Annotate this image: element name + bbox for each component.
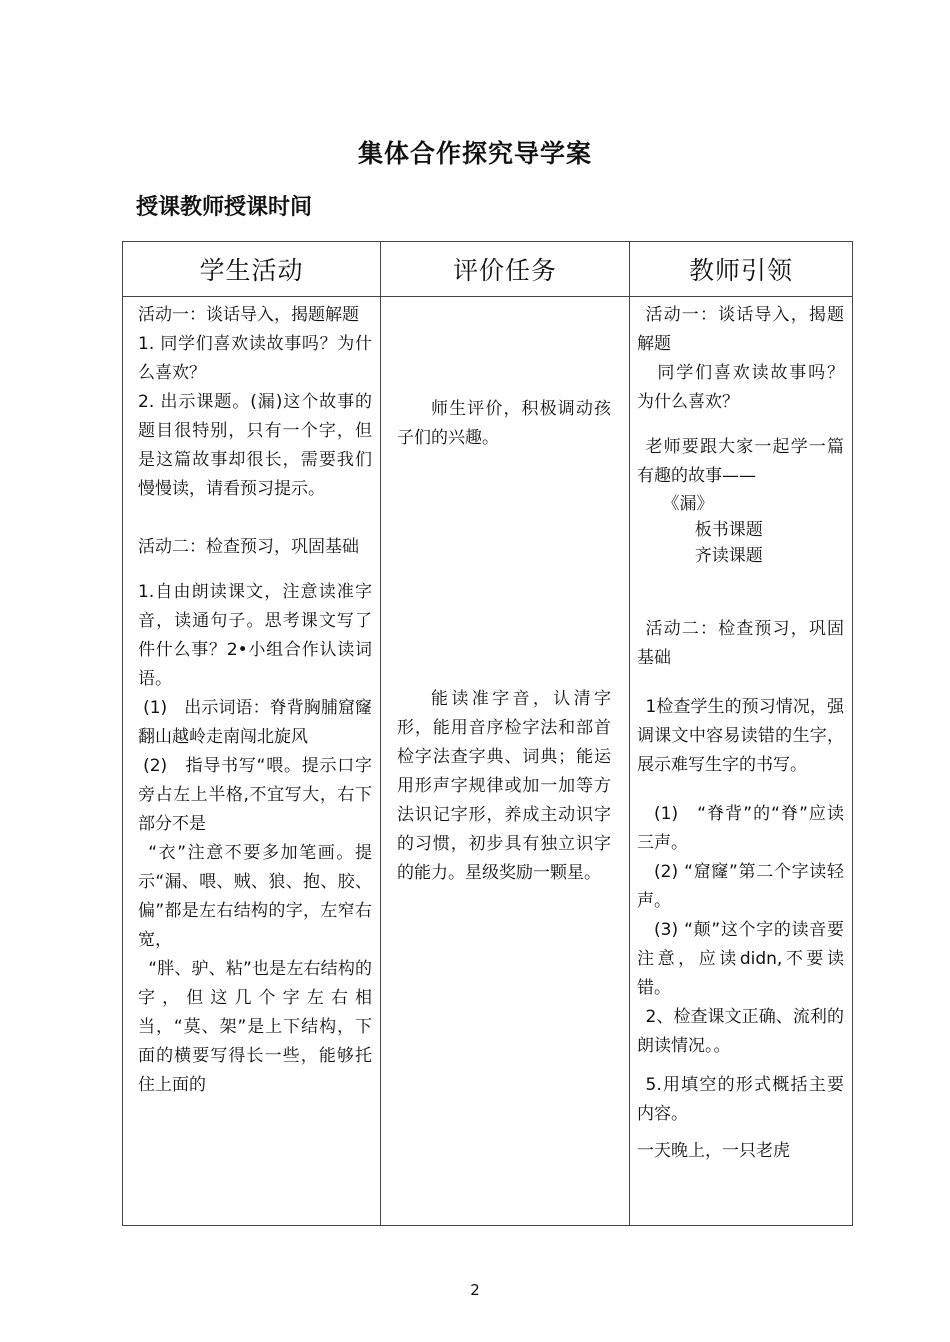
table-header-row (123, 242, 853, 297)
teacher-activity-2-item-1: 1检查学生的预习情况，强调课文中容易读错的生字，展示难写生字的书写。 (637, 697, 844, 775)
page-number: 2 (470, 1281, 480, 1299)
document-subtitle: 授课教师授课时间 (136, 195, 313, 220)
student-activity-1-heading: 活动一：谈话导入，揭题解题 (138, 305, 359, 325)
teacher-activity-2-item-2: 2、检查课文正确、流利的朗读情况。。 (637, 1007, 844, 1056)
teacher-activity-1-story: 老师要跟大家一起学一篇有趣的故事—— (637, 437, 844, 486)
teacher-activity-2-item-5: 5.用填空的形式概括主要内容。 (637, 1075, 844, 1124)
evaluation-task-cell (381, 297, 630, 1226)
student-activity-1-item-1: 1. 同学们喜欢读故事吗？为什么喜欢？ (138, 334, 372, 383)
table-body-row (123, 297, 853, 1226)
document-title: 集体合作探究导学案 (357, 139, 592, 168)
teacher-activity-1-question: 同学们喜欢读故事吗？为什么喜欢？ (637, 363, 844, 412)
student-activity-2-writing-cont-2: “胖、驴、粘”也是左右结构的字，但这几个字左右相当，“莫、架”是上下结构，下面的横要写得长一些，能够托住上面的 (138, 959, 372, 1095)
student-activity-2-heading: 活动二：检查预习，巩固基础 (138, 537, 359, 557)
student-activity-2-writing-cont: “衣”注意不要多加笔画。提示“漏、喂、贼、狼、抱、胶、偏”都是左右结构的字，左窄右宽， (138, 843, 372, 950)
header-evaluation-task: 评价任务 (381, 242, 630, 297)
teacher-activity-2-point-2: (2) “窟窿”第二个字读轻声。 (637, 862, 844, 911)
teacher-activity-2-fill-blank: 一天晚上，一只老虎 (637, 1141, 790, 1161)
teacher-story-title: 《漏》 (662, 494, 714, 514)
teacher-activity-1-heading: 活动一：谈话导入，揭题解题 (637, 305, 844, 354)
student-activity-2-writing: (2) 指导书写“喂。提示口字旁占左上半格,不宜写大，右下部分不是 (138, 756, 372, 834)
teacher-activity-2-point-3: (3) “颠”这个字的读音要注意，应读didn,不要读错。 (637, 920, 844, 998)
student-activity-1-item-2: 2. 出示课题。(漏)这个故事的题目很特别，只有一个字，但是这篇故事却很长，需要我们慢慢读，请看预习提示。 (138, 392, 372, 499)
evaluation-1: 师生评价，积极调动孩子们的兴趣。 (397, 399, 611, 448)
teacher-board-title: 板书课题 (694, 520, 763, 540)
teacher-read-title: 齐读课题 (694, 546, 763, 566)
header-teacher-guidance: 教师引领 (630, 242, 853, 297)
teacher-activity-2-point-1: (1) “脊背”的“脊”应读三声。 (637, 804, 844, 853)
header-student-activity: 学生活动 (123, 242, 381, 297)
teacher-activity-2-heading: 活动二：检查预习，巩固基础 (637, 619, 844, 668)
student-activity-2-item-1: 1.自由朗读课文，注意读准字音，读通句子。思考课文写了件什么事？2•小组合作认读词语。 (138, 582, 372, 689)
lesson-plan-table (122, 241, 853, 1226)
evaluation-2: 能读准字音，认清字形，能用音序检字法和部首检字法查字典、词典；能运用形声字规律或加一加等方法识记字形，养成主动识字的习惯，初步具有独立识字的能力。星级奖励一颗星。 (397, 689, 611, 883)
teacher-guidance-cell (630, 297, 853, 1226)
student-activity-cell (123, 297, 381, 1226)
student-activity-2-words: (1) 出示词语：脊背胸脯窟窿翻山越岭走南闯北旋风 (138, 698, 372, 747)
